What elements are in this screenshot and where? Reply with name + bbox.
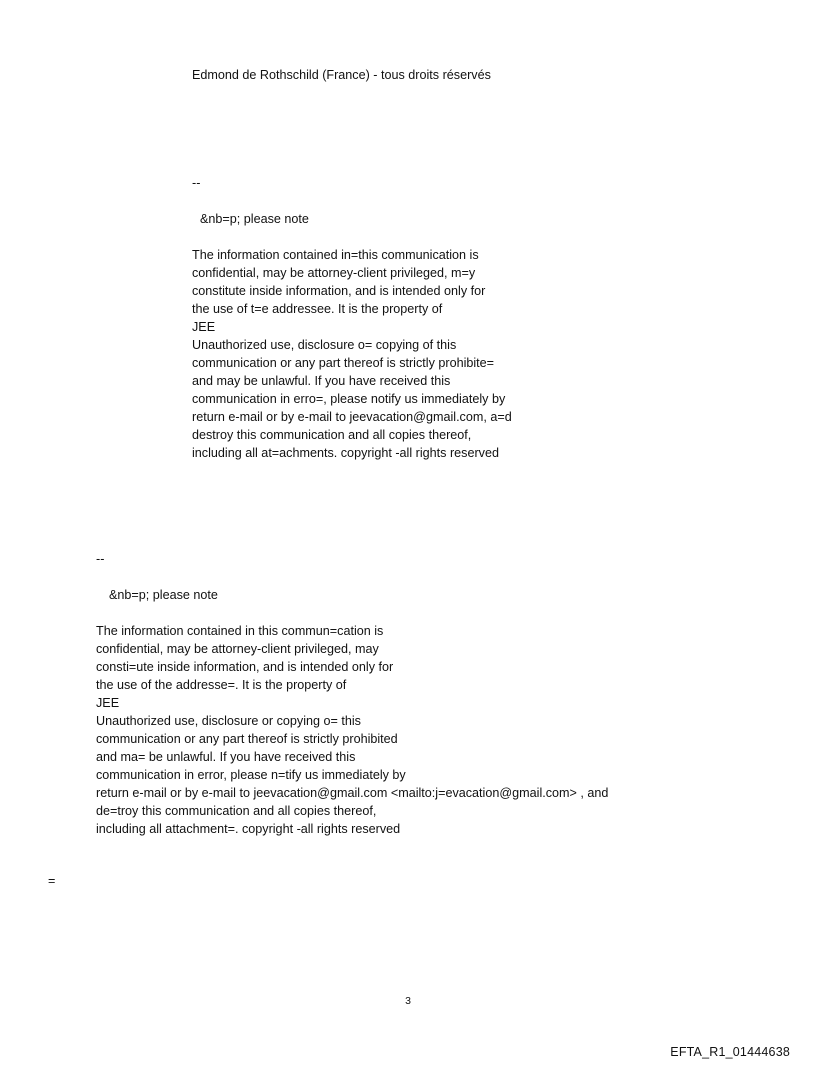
disclaimer-line: Unauthorized use, disclosure o= copying of this: [192, 338, 457, 352]
disclaimer-line: JEE: [96, 696, 120, 710]
disclaimer-line: The information contained in this commun=cation is: [96, 624, 384, 638]
disclaimer-line: including all at=achments. copyright -all rights reserved: [192, 446, 499, 460]
disclaimer-line: return e-mail or by e-mail to jeevacation@gmail.com <mailto:j=evacation@gmail.com> , and: [96, 786, 609, 800]
disclaimer-line: constitute inside information, and is intended only for: [192, 284, 486, 298]
disclaimer-line: The information contained in=this communication is: [192, 248, 479, 262]
disclaimer-line: destroy this communication and all copies thereof,: [192, 428, 472, 442]
note-heading: &nb=p; please note: [109, 588, 218, 602]
disclaimer-paragraph: [96, 622, 608, 838]
copyright-line: Edmond de Rothschild (France) - tous droits réservés: [192, 68, 491, 82]
disclaimer-line: consti=ute inside information, and is intended only for: [96, 660, 394, 674]
disclaimer-line: de=troy this communication and all copies thereof,: [96, 804, 377, 818]
disclaimer-line: Unauthorized use, disclosure or copying o= this: [96, 714, 361, 728]
disclaimer-paragraph: [192, 246, 512, 462]
disclaimer-line: communication in error, please n=tify us immediately by: [96, 768, 406, 782]
disclaimer-line: the use of the addresse=. It is the property of: [96, 678, 347, 692]
disclaimer-line: and may be unlawful. If you have received this: [192, 374, 451, 388]
disclaimer-line: confidential, may be attorney-client privileged, m=y: [192, 266, 476, 280]
disclaimer-line: communication in erro=, please notify us immediately by: [192, 392, 506, 406]
page-number: 3: [405, 995, 411, 1007]
disclaimer-line: JEE: [192, 320, 216, 334]
note-heading: &nb=p; please note: [200, 212, 309, 226]
signature-separator: --: [192, 176, 201, 190]
disclaimer-line: including all attachment=. copyright -all rights reserved: [96, 822, 401, 836]
disclaimer-line: return e-mail or by e-mail to jeevacation@gmail.com, a=d: [192, 410, 512, 424]
disclaimer-line: and ma= be unlawful. If you have received this: [96, 750, 356, 764]
document-id: EFTA_R1_01444638: [670, 1045, 790, 1059]
disclaimer-line: confidential, may be attorney-client privileged, may: [96, 642, 379, 656]
signature-separator: --: [96, 552, 105, 566]
trailing-equals: =: [48, 874, 56, 888]
disclaimer-line: communication or any part thereof is strictly prohibited: [96, 732, 398, 746]
disclaimer-line: the use of t=e addressee. It is the property of: [192, 302, 443, 316]
disclaimer-line: communication or any part thereof is strictly prohibite=: [192, 356, 495, 370]
